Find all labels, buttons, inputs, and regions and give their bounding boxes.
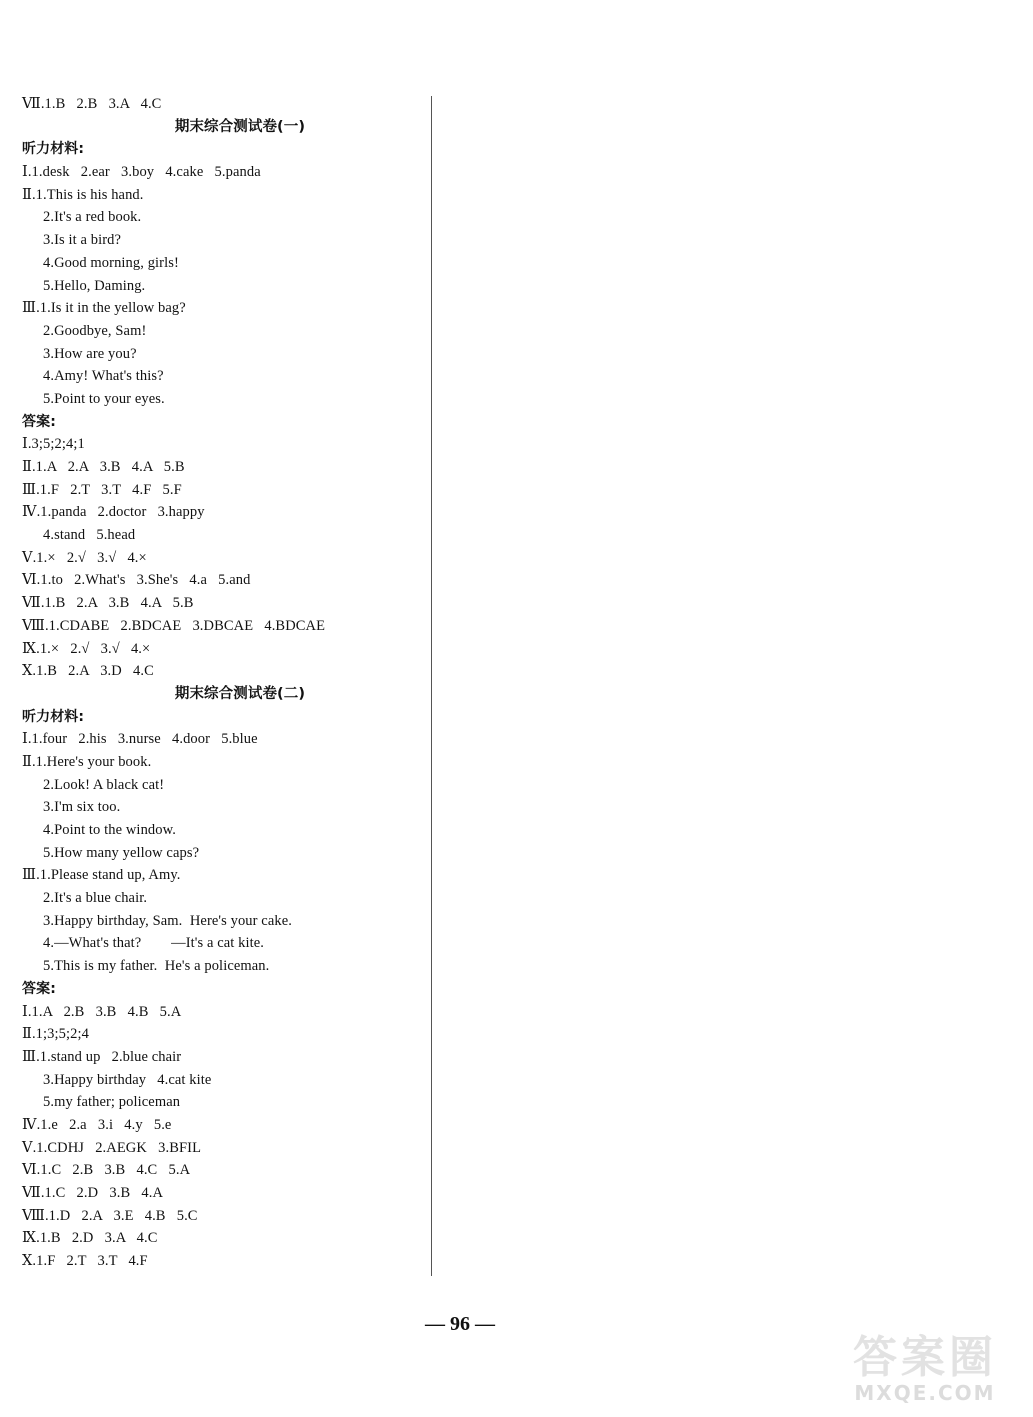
listening-line: 3.Is it a bird? xyxy=(43,232,122,249)
answer-line: Ⅵ.1.to 2.What's 3.She's 4.a 5.and xyxy=(22,572,251,589)
listening-line: Ⅱ.1.This is his hand. xyxy=(22,186,144,203)
answer-line: Ⅲ.1.F 2.T 3.T 4.F 5.F xyxy=(22,481,182,498)
answer-line: 4.stand 5.head xyxy=(43,527,136,544)
answer-line: Ⅶ.1.B 2.A 3.B 4.A 5.B xyxy=(22,595,194,612)
listening-line: 5.Hello, Daming. xyxy=(43,277,146,294)
listening-line: Ⅲ.1.Please stand up, Amy. xyxy=(22,867,181,884)
listening-line: 3.I'm six too. xyxy=(43,799,121,816)
listening-line: 2.Look! A black cat! xyxy=(43,776,165,793)
listening-line: 4.Point to the window. xyxy=(43,822,176,838)
listening-line: 2.Goodbye, Sam! xyxy=(43,322,147,339)
answer-line: Ⅷ.1.D 2.A 3.E 4.B 5.C xyxy=(22,1207,198,1224)
answer-line: Ⅴ.1.× 2.√ 3.√ 4.× xyxy=(22,549,147,566)
listening-material-heading: 听力材料: xyxy=(22,141,85,158)
answer-line: Ⅱ.1.A 2.A 3.B 4.A 5.B xyxy=(22,459,185,475)
listening-line: Ⅰ.1.four 2.his 3.nurse 4.door 5.blue xyxy=(22,731,258,748)
listening-line: 5.Point to your eyes. xyxy=(43,390,165,407)
answer-line: 3.Happy birthday 4.cat kite xyxy=(43,1071,212,1088)
listening-line: 4.—What's that? —It's a cat kite. xyxy=(43,935,265,952)
answer-line: Ⅷ.1.CDABE 2.BDCAE 3.DBCAE 4.BDCAE xyxy=(22,617,326,634)
answer-line: Ⅰ.1.A 2.B 3.B 4.B 5.A xyxy=(22,1003,182,1020)
listening-line: Ⅲ.1.Is it in the yellow bag? xyxy=(22,300,186,317)
answer-line: Ⅴ.1.CDHJ 2.AEGK 3.BFIL xyxy=(22,1139,202,1156)
answer-line: Ⅶ.1.B 2.B 3.A 4.C xyxy=(22,96,162,112)
section-title-final-test-2: 期末综合测试卷(二) xyxy=(174,685,306,702)
answer-line: Ⅹ.1.F 2.T 3.T 4.F xyxy=(22,1253,148,1270)
answer-line: Ⅲ.1.stand up 2.blue chair xyxy=(22,1048,182,1065)
listening-line: Ⅰ.1.desk 2.ear 3.boy 4.cake 5.panda xyxy=(22,164,261,181)
listening-line: 2.It's a red book. xyxy=(43,209,142,226)
watermark xyxy=(835,1332,1015,1407)
answer-line: Ⅳ.1.panda 2.doctor 3.happy xyxy=(22,504,205,521)
answer-line: Ⅱ.1;3;5;2;4 xyxy=(22,1026,89,1043)
listening-line: 3.How are you? xyxy=(43,345,137,362)
section-title-final-test-1: 期末综合测试卷(一) xyxy=(174,118,306,135)
listening-line: 2.It's a blue chair. xyxy=(43,890,148,907)
answer-line: Ⅹ.1.B 2.A 3.D 4.C xyxy=(22,663,154,680)
listening-line: 5.This is my father. He's a policeman. xyxy=(43,958,270,975)
answer-line: Ⅵ.1.C 2.B 3.B 4.C 5.A xyxy=(22,1162,191,1179)
answer-line: Ⅶ.1.C 2.D 3.B 4.A xyxy=(22,1185,164,1201)
answer-line: Ⅸ.1.× 2.√ 3.√ 4.× xyxy=(22,640,151,657)
listening-line: 3.Happy birthday, Sam. Here's your cake. xyxy=(43,912,292,929)
listening-line: 5.How many yellow caps? xyxy=(43,844,200,861)
answer-line: 5.my father; policeman xyxy=(43,1094,181,1111)
answers-heading: 答案: xyxy=(22,980,56,997)
watermark-url: MXQE.COM xyxy=(854,1381,996,1405)
page-number: — 96 — xyxy=(425,1313,495,1335)
watermark-logo: 答案圈 xyxy=(853,1332,997,1383)
column-divider xyxy=(431,96,432,1276)
answer-line: Ⅸ.1.B 2.D 3.A 4.C xyxy=(22,1230,158,1247)
listening-line: 4.Good morning, girls! xyxy=(43,254,179,271)
listening-material-heading: 听力材料: xyxy=(22,708,85,725)
answer-line: Ⅰ.3;5;2;4;1 xyxy=(22,436,85,453)
listening-line: Ⅱ.1.Here's your book. xyxy=(22,753,152,770)
listening-line: 4.Amy! What's this? xyxy=(43,368,164,385)
answer-key-column xyxy=(22,93,422,1273)
answers-heading: 答案: xyxy=(22,413,56,430)
answer-line: Ⅳ.1.e 2.a 3.i 4.y 5.e xyxy=(22,1116,172,1133)
